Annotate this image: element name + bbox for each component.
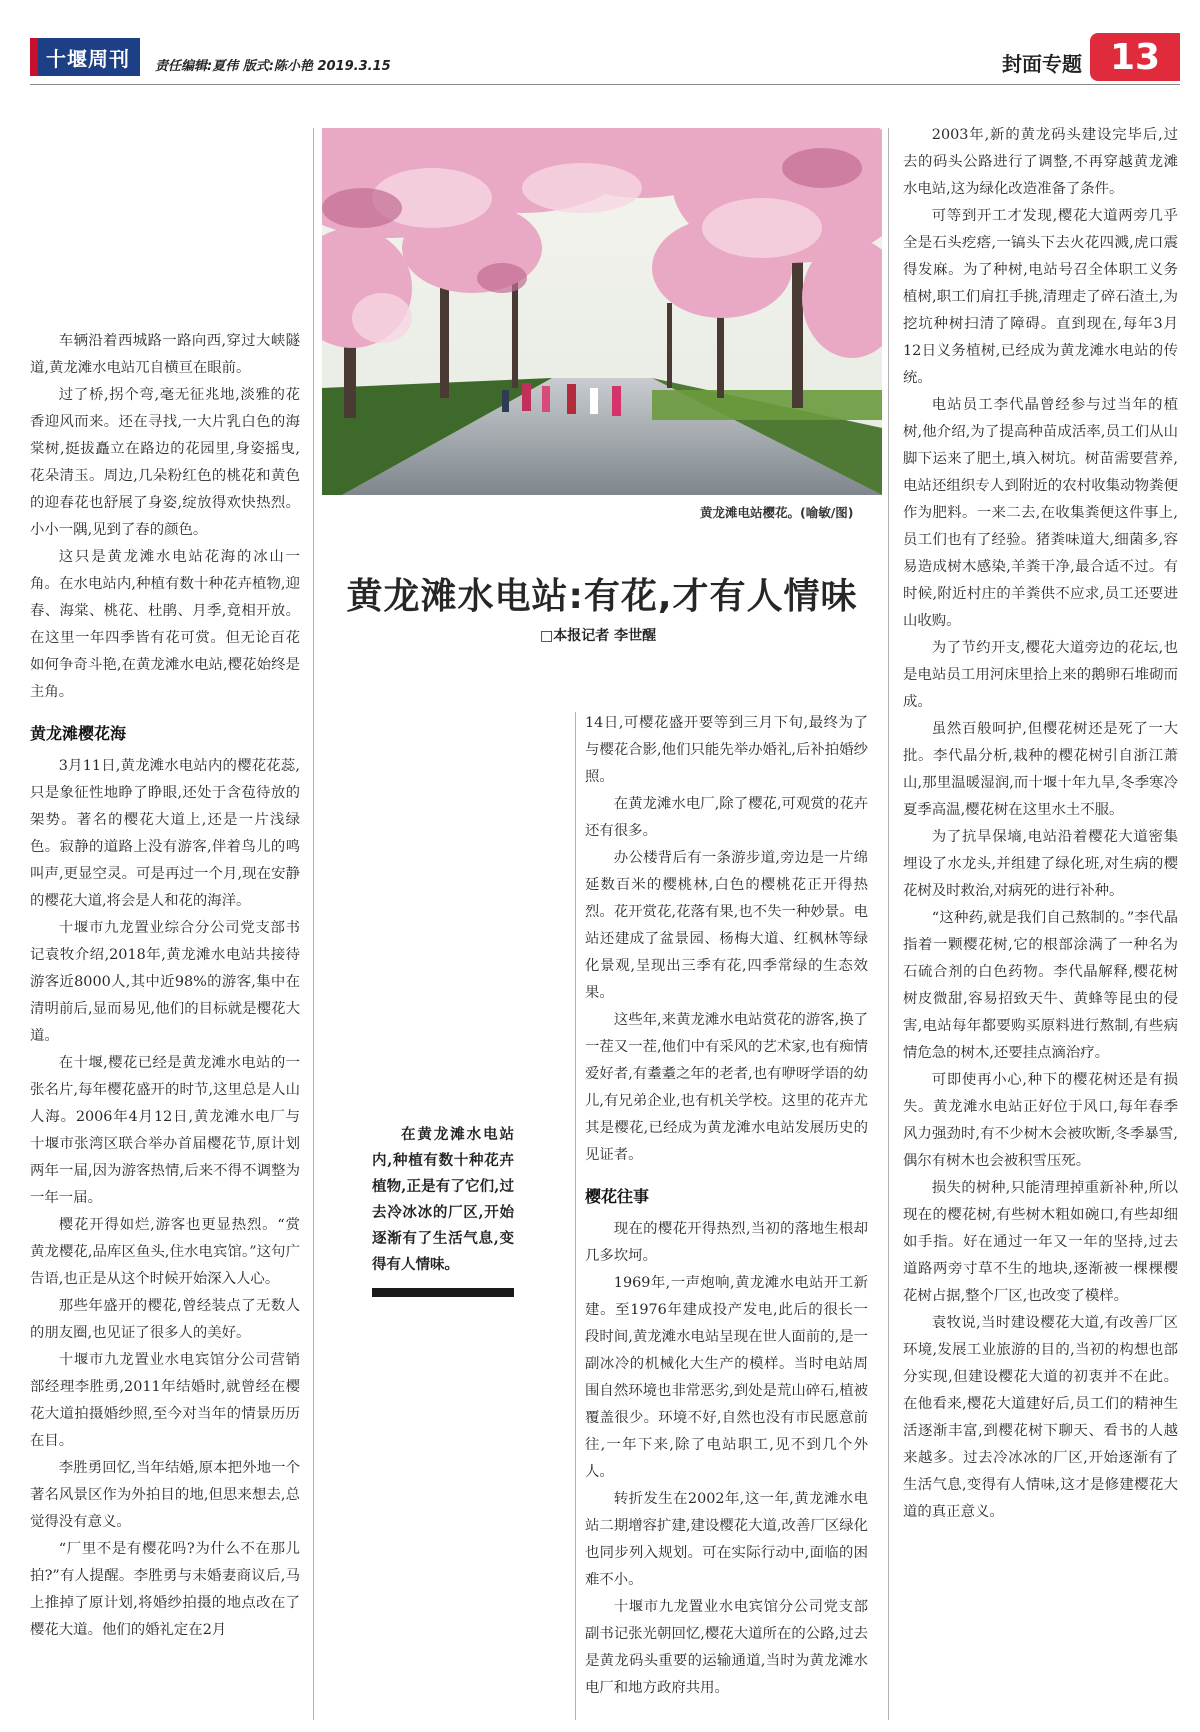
paragraph: 转折发生在2002年,这一年,黄龙滩水电站二期增容扩建,建设樱花大道,改善厂区绿化也同步列入规划。可在实际行动中,面临的困难不小。 — [585, 1491, 868, 1588]
pull-quote — [372, 1122, 514, 1278]
column-divider-mid — [575, 712, 576, 1720]
paragraph: 损失的树种,只能清理掉重新补种,所以现在的樱花树,有些树木粗如碗口,有些却细如手指。好在通过一年又一年的坚持,过去道路两旁寸草不生的地块,逐渐被一棵棵樱花树占据,整个厂区,也改变了模样。 — [903, 1180, 1178, 1304]
column-divider-right — [888, 128, 889, 1720]
paragraph: 袁牧说,当时建设樱花大道,有改善厂区环境,发展工业旅游的目的,当初的构想也部分实现,但建设樱花大道的初衷并不在此。在他看来,樱花大道建好后,员工们的精神生活逐渐丰富,到樱花树下聊天、看书的人越来越多。过去冷冰冰的厂区,开始逐渐有了生活气息,变得有人情味,这才是修建樱花大道的真正意义。 — [903, 1315, 1178, 1520]
paragraph: “厂里不是有樱花吗?为什么不在那儿拍?”有人提醒。李胜勇与未婚妻商议后,马上推掉了原计划,将婚纱拍摄的地点改在了樱花大道。他们的婚礼定在2月 — [30, 1541, 300, 1638]
paragraph: 可即使再小心,种下的樱花树还是有损失。黄龙滩水电站正好位于风口,每年春季风力强劲时,有不少树木会被吹断,冬季暴雪,偶尔有树木也会被积雪压死。 — [903, 1072, 1178, 1169]
photo-illustration — [322, 128, 882, 495]
paragraph: 可等到开工才发现,樱花大道两旁几乎全是石头疙瘩,一镐头下去火花四溅,虎口震得发麻。为了种树,电站号召全体职工义务植树,职工们肩扛手挑,清理走了碎石渣土,为挖坑种树扫清了障碍。直到现在,每年3月12日义务植树,已经成为黄龙滩水电站的传统。 — [903, 208, 1178, 386]
photo-caption: 黄龙滩电站樱花。(喻敏/图) — [700, 505, 854, 520]
paragraph: 过了桥,拐个弯,毫无征兆地,淡雅的花香迎风而来。还在寻找,一大片乳白色的海棠树,挺拔矗立在路边的花园里,身姿摇曳,花朵清玉。周边,几朵粉红色的桃花和黄色的迎春花也舒展了身姿,绽放得欢快热烈。小小一隅,见到了春的颜色。 — [30, 387, 300, 538]
paragraph: 在十堰,樱花已经是黄龙滩水电站的一张名片,每年樱花盛开的时节,这里总是人山人海。2006年4月12日,黄龙滩水电厂与十堰市张湾区联合举办首届樱花节,原计划两年一届,因为游客热情,后来不得不调整为一年一届。 — [30, 1055, 300, 1206]
pull-quote-text: 在黄龙滩水电站内,种植有数十种花卉植物,正是有了它们,过去冷冰冰的厂区,开始逐渐有了生活气息,变得有人情味。 — [372, 1126, 514, 1273]
subheading: 樱花往事 — [585, 1187, 650, 1206]
article-column-3 — [903, 122, 1178, 1526]
paragraph: 电站员工李代晶曾经参与过当年的植树,他介绍,为了提高种苗成活率,员工们从山脚下运来了肥土,填入树坑。树苗需要营养,电站还组织专人到附近的农村收集动物粪便作为肥料。一来二去,在收集粪便这件事上,员工们也有了经验。猪粪味道大,细菌多,容易造成树木感染,羊粪干净,最合适不过。有时候,附近村庄的羊粪供不应求,员工还要进山收购。 — [903, 397, 1178, 629]
paragraph: 办公楼背后有一条游步道,旁边是一片绵延数百米的樱桃林,白色的樱桃花正开得热烈。花开赏花,花落有果,也不失一种妙景。电站还建成了盆景园、杨梅大道、红枫林等绿化景观,呈现出三季有花,四季常绿的生态效果。 — [585, 850, 868, 1001]
paragraph: 李胜勇回忆,当年结婚,原本把外地一个著名风景区作为外拍目的地,但思来想去,总觉得没有意义。 — [30, 1460, 300, 1530]
article-byline: □本报记者 李世醒 — [540, 628, 657, 644]
paragraph: 在黄龙滩水电厂,除了樱花,可观赏的花卉还有很多。 — [585, 796, 868, 839]
paragraph: 这只是黄龙滩水电站花海的冰山一角。在水电站内,种植有数十种花卉植物,迎春、海棠、桃花、杜鹃、月季,竟相开放。在这里一年四季皆有花可赏。但无论百花如何争奇斗艳,在黄龙滩水电站,樱花始终是主角。 — [30, 549, 300, 700]
masthead-logo — [30, 38, 140, 76]
paragraph: 14日,可樱花盛开要等到三月下旬,最终为了与樱花合影,他们只能先举办婚礼,后补拍婚纱照。 — [585, 715, 868, 785]
paragraph: 2003年,新的黄龙码头建设完毕后,过去的码头公路进行了调整,不再穿越黄龙滩水电站,这为绿化改造准备了条件。 — [903, 127, 1178, 197]
paragraph: 那些年盛开的樱花,曾经装点了无数人的朋友圈,也见证了很多人的美好。 — [30, 1298, 300, 1341]
article-headline: 黄龙滩水电站:有花,才有人情味 — [346, 576, 858, 617]
pull-quote-bar — [372, 1288, 514, 1297]
masthead-title: 十堰周刊 — [46, 46, 130, 71]
cherry-blossom-photo — [322, 128, 882, 495]
paragraph: 3月11日,黄龙滩水电站内的樱花花蕊,只是象征性地睁了睁眼,还处于含苞待放的架势。著名的樱花大道上,还是一片浅绿色。寂静的道路上没有游客,伴着鸟儿的鸣叫声,更显空灵。可是再过一个月,现在安静的樱花大道,将会是人和花的海洋。 — [30, 758, 300, 909]
paragraph: 为了节约开支,樱花大道旁边的花坛,也是电站员工用河床里拾上来的鹅卵石堆砌而成。 — [903, 640, 1178, 710]
paragraph: 十堰市九龙置业水电宾馆分公司营销部经理李胜勇,2011年结婚时,就曾经在樱花大道拍摄婚纱照,至今对当年的情景历历在目。 — [30, 1352, 300, 1449]
paragraph: 现在的樱花开得热烈,当初的落地生根却几多坎坷。 — [585, 1221, 868, 1264]
article-column-2 — [585, 710, 868, 1702]
paragraph: 樱花开得如烂,游客也更显热烈。“赏黄龙樱花,品库区鱼头,住水电宾馆。”这句广告语,也正是从这个时候开始深入人心。 — [30, 1217, 300, 1287]
column-divider-left — [313, 128, 314, 1720]
page-number-badge: 13 — [1090, 33, 1180, 81]
article-column-1 — [30, 328, 300, 1644]
paragraph: 十堰市九龙置业综合分公司党支部书记袁牧介绍,2018年,黄龙滩水电站共接待游客近8000人,其中近98%的游客,集中在清明前后,显而易见,他们的目标就是樱花大道。 — [30, 920, 300, 1044]
masthead-red-bar — [30, 38, 38, 76]
paragraph: 虽然百般呵护,但樱花树还是死了一大批。李代晶分析,栽种的樱花树引自浙江萧山,那里温暖湿润,而十堰十年九旱,冬季寒冷夏季高温,樱花树在这里水土不服。 — [903, 721, 1178, 818]
paragraph: 1969年,一声炮响,黄龙滩水电站开工新建。至1976年建成投产发电,此后的很长一段时间,黄龙滩水电站呈现在世人面前的,是一副冰冷的机械化大生产的模样。当时电站周围自然环境也非常恶劣,到处是荒山碎石,植被覆盖很少。环境不好,自然也没有市民愿意前往,一年下来,除了电站职工,见不到几个外人。 — [585, 1275, 868, 1480]
paragraph: 十堰市九龙置业水电宾馆分公司党支部副书记张光朝回忆,樱花大道所在的公路,过去是黄龙码头重要的运输通道,当时为黄龙滩水电厂和地方政府共用。 — [585, 1599, 868, 1696]
paragraph: 车辆沿着西城路一路向西,穿过大峡隧道,黄龙滩水电站兀自横亘在眼前。 — [30, 333, 300, 376]
subheading: 黄龙滩樱花海 — [30, 724, 127, 743]
paragraph: 这些年,来黄龙滩水电站赏花的游客,换了一茬又一茬,他们中有采风的艺术家,也有痴情爱好者,有耋耋之年的老者,也有咿呀学语的幼儿,有兄弟企业,也有机关学校。这里的花卉尤其是樱花,已经成为黄龙滩水电站发展历史的见证者。 — [585, 1012, 868, 1163]
paragraph: “这种药,就是我们自己熬制的。”李代晶指着一颗樱花树,它的根部涂满了一种名为石硫合剂的白色药物。李代晶解释,樱花树树皮微甜,容易招致天牛、黄蜂等昆虫的侵害,电站每年都要购买原料进行熬制,有些病情危急的树木,还要挂点滴治疗。 — [903, 910, 1178, 1061]
editor-credits: 责任编辑:夏伟 版式:陈小艳 2019.3.15 — [155, 59, 391, 74]
header-rule — [30, 84, 1180, 85]
section-title: 封面专题 — [1002, 52, 1082, 76]
paragraph: 为了抗旱保墒,电站沿着樱花大道密集埋设了水龙头,并组建了绿化班,对生病的樱花树及时救治,对病死的进行补种。 — [903, 829, 1178, 899]
